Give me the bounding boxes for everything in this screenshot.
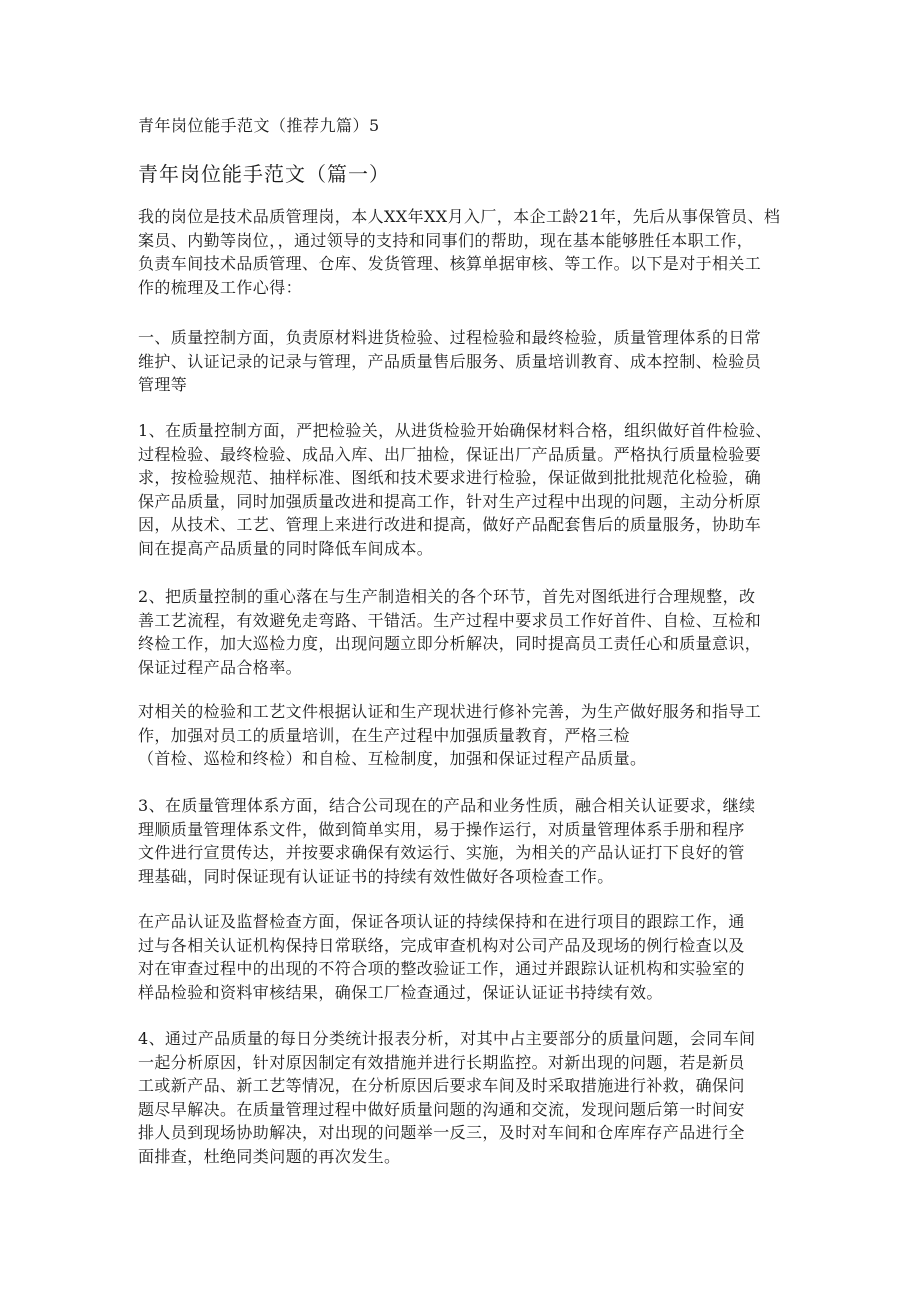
text-line: 4、通过产品质量的每日分类统计报表分析，对其中占主要部分的质量问题，会同车间 <box>138 1029 756 1048</box>
section-heading: 青年岗位能手范文（篇一） <box>138 162 390 186</box>
text-line: 作的梳理及工作心得： <box>138 277 303 297</box>
text-line: 管理等 <box>138 375 188 394</box>
paragraph-intro <box>138 205 788 299</box>
text-line: 我的岗位是技术品质管理岗，本人XX年XX月入厂，本企工龄21年，先后从事保管员、档 <box>138 207 781 226</box>
text-line: 一、质量控制方面，负责原材料进货检验、过程检验和最终检验，质量管理体系的日常 <box>138 328 762 347</box>
text-line: 负责车间技术品质管理、仓库、发货管理、核算单据审核、等工作。以下是对于相关工 <box>138 254 762 273</box>
paragraph-item-3 <box>138 794 788 888</box>
text-line: 1、在质量控制方面，严把检验关，从进货检验开始确保材料合格，组织做好首件检验、 <box>138 421 772 440</box>
text-line: 过程检验、最终检验、成品入库、出厂抽检，保证出厂产品质量。严格执行质量检验要 <box>138 444 762 464</box>
text-line: 文件进行宣贯传达，并按要求确保有效运行、实施，为相关的产品认证打下良好的管 <box>138 843 745 862</box>
text-line: 间在提高产品质量的同时降低车间成本。 <box>138 538 434 558</box>
text-line: 保证过程产品合格率。 <box>138 657 303 677</box>
text-line: 对在审查过程中的出现的不符合项的整改验证工作，通过并跟踪认证机构和实验室的 <box>138 959 745 978</box>
text-line: 在产品认证及监督检查方面，保证各项认证的持续保持和在进行项目的跟踪工作，通 <box>138 912 745 931</box>
paragraph-item-1 <box>138 419 788 560</box>
paragraph-item-4 <box>138 1027 788 1168</box>
text-line: 善工艺流程，有效避免走弯路、干错活。生产过程中要求员工作好首件、自检、互检和 <box>138 610 762 630</box>
text-line: 面排查，杜绝同类问题的再次发生。 <box>138 1146 401 1166</box>
document-title: 青年岗位能手范文（推荐九篇）5 <box>138 116 380 135</box>
text-line: 因，从技术、工艺、管理上来进行改进和提高，做好产品配套售后的质量服务，协助车 <box>138 515 762 534</box>
text-line: 题尽早解决。在质量管理过程中做好质量问题的沟通和交流，发现问题后第一时间安 <box>138 1099 745 1119</box>
paragraph-inspection-docs <box>138 700 788 771</box>
text-line: 案员、内勤等岗位，，通过领导的支持和同事们的帮助，现在基本能够胜任本职工作， <box>138 230 754 250</box>
text-line: 理顺质量管理体系文件，做到简单实用，易于操作运行，对质量管理体系手册和程序 <box>138 819 745 839</box>
text-line: （首检、巡检和终检）和自检、互检制度，加强和保证过程产品质量。 <box>138 749 647 768</box>
text-line: 对相关的检验和工艺文件根据认证和生产现状进行修补完善，为生产做好服务和指导工 <box>138 702 762 721</box>
paragraph-item-2 <box>138 585 788 679</box>
text-line: 排人员到现场协助解决，对出现的问题举一反三，及时对车间和仓库库存产品进行全 <box>138 1123 745 1142</box>
text-line: 过与各相关认证机构保持日常联络，完成审查机构对公司产品及现场的例行检查以及 <box>138 935 745 955</box>
text-line: 一起分析原因，针对原因制定有效措施并进行长期监控。对新出现的问题，若是新员 <box>138 1052 745 1072</box>
paragraph-quality-control-overview <box>138 326 788 397</box>
text-line: 3、在质量管理体系方面，结合公司现在的产品和业务性质，融合相关认证要求，继续 <box>138 796 756 815</box>
text-line: 终检工作，加大巡检力度，出现问题立即分析解决，同时提高员工责任心和质量意识， <box>138 634 762 653</box>
text-line: 样品检验和资料审核结果，确保工厂检查通过，保证认证证书持续有效。 <box>138 982 663 1002</box>
text-line: 求，按检验规范、抽样标准、图纸和技术要求进行检验，保证做到批批规范化检验，确 <box>138 468 762 487</box>
text-line: 保产品质量，同时加强质量改进和提高工作，针对生产过程中出现的问题，主动分析原 <box>138 491 762 511</box>
text-line: 理基础，同时保证现有认证证书的持续有效性做好各项检查工作。 <box>138 866 614 886</box>
text-line: 工或新产品、新工艺等情况，在分析原因后要求车间及时采取措施进行补救，确保问 <box>138 1076 745 1095</box>
text-line: 维护、认证记录的记录与管理，产品质量售后服务、质量培训教育、成本控制、检验员 <box>138 351 762 371</box>
text-line: 2、把质量控制的重心落在与生产制造相关的各个环节，首先对图纸进行合理规整，改 <box>138 587 756 606</box>
text-line: 作，加强对员工的质量培训，在生产过程中加强质量教育，严格三检 <box>138 725 631 745</box>
paragraph-certification <box>138 910 788 1004</box>
